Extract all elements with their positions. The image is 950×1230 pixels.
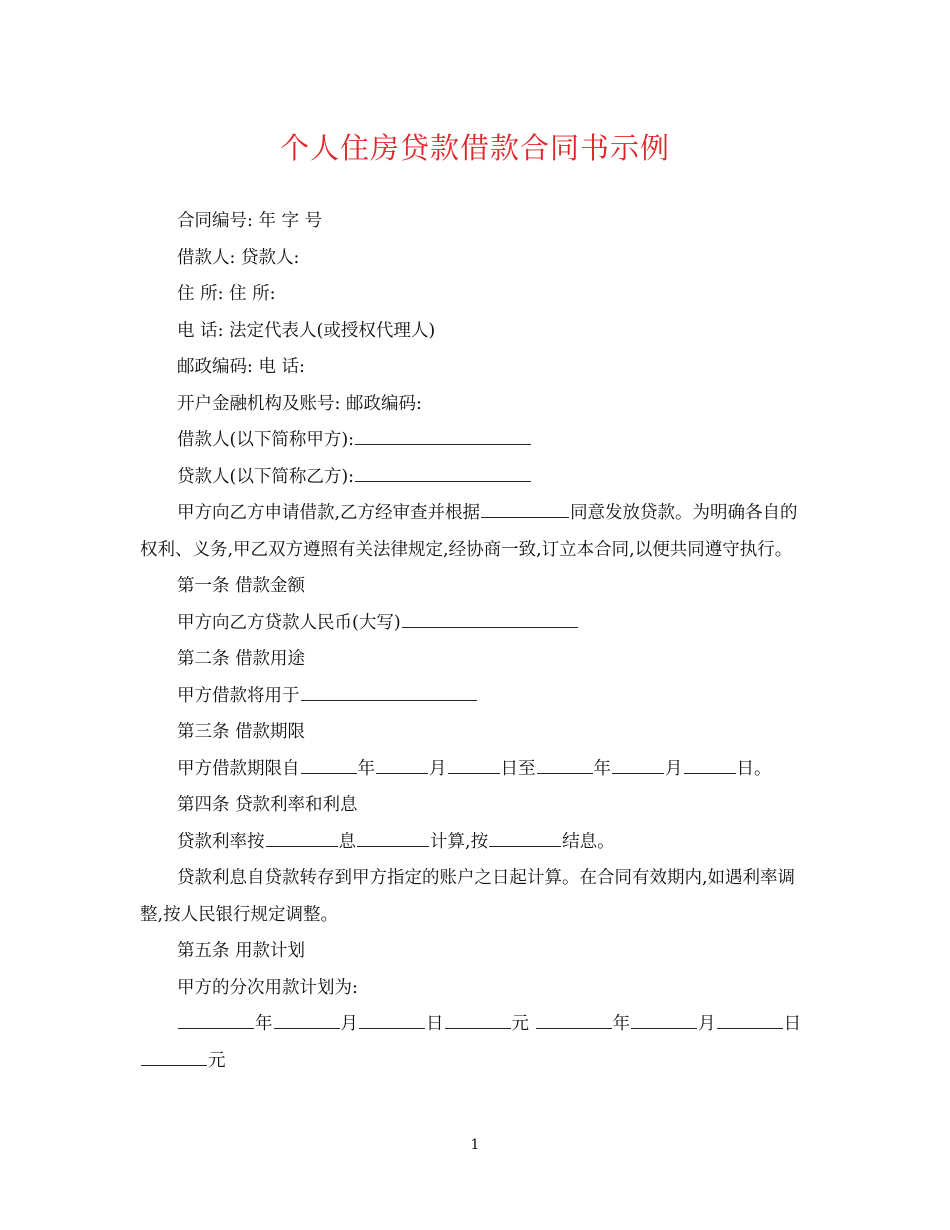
postal-code-phone-line: 邮政编码: 电 话: xyxy=(177,357,305,377)
plan1-day-blank xyxy=(359,1010,425,1029)
plan1-month-label: 月 xyxy=(340,1014,358,1034)
borrower-lender-line: 借款人: 贷款人: xyxy=(177,247,300,268)
article2-line xyxy=(140,678,812,715)
intro-text-1: 甲方向乙方申请借款,乙方经审查并根据 xyxy=(177,503,481,523)
plan1-yuan-label: 元 xyxy=(511,1014,529,1034)
disbursement-plan-line xyxy=(140,1006,812,1079)
plan1-year-blank xyxy=(178,1010,254,1029)
start-month-blank xyxy=(376,755,428,774)
plan2-yuan-label: 元 xyxy=(208,1050,226,1071)
plan2-day-label: 日 xyxy=(783,1014,802,1034)
intro-basis-blank xyxy=(481,499,569,518)
intro-text-2: 同意发放贷款。为明确各自的权利、义务,甲乙双方遵照有关法律规定,经协商一致,订立本合同,以便共同遵守执行。 xyxy=(140,503,798,560)
article5-heading: 第五条 用款计划 xyxy=(177,941,306,961)
contract-number-line: 合同编号: 年 字 号 xyxy=(177,211,323,231)
start-day-label: 日至 xyxy=(500,758,536,779)
end-month-label: 月 xyxy=(665,758,683,779)
start-month-label: 月 xyxy=(429,758,447,779)
plan1-year-label: 年 xyxy=(255,1014,273,1034)
plan2-day-blank xyxy=(717,1010,783,1029)
loan-amount-blank xyxy=(402,609,578,628)
page-number: 1 xyxy=(470,1137,480,1153)
rate-prefix: 贷款利率按 xyxy=(177,831,265,852)
article1-heading: 第一条 借款金额 xyxy=(177,576,306,596)
article5-text: 甲方的分次用款计划为: xyxy=(177,977,358,998)
start-year-label: 年 xyxy=(357,758,375,779)
article3-heading: 第三条 借款期限 xyxy=(177,722,306,742)
end-day-label: 日。 xyxy=(736,758,772,779)
end-year-blank xyxy=(537,755,593,774)
article2-text: 甲方借款将用于 xyxy=(177,685,300,706)
party-b-label: 贷款人(以下简称乙方): xyxy=(177,466,355,487)
plan2-month-blank xyxy=(631,1010,697,1029)
settlement-blank xyxy=(489,828,561,847)
term-prefix: 甲方借款期限自 xyxy=(177,758,300,779)
plan2-year-blank xyxy=(536,1010,612,1029)
plan2-year-label: 年 xyxy=(612,1014,631,1034)
party-a-blank xyxy=(355,426,531,445)
rate-mid1: 息 xyxy=(338,831,356,852)
party-a-line xyxy=(140,422,812,459)
end-year-label: 年 xyxy=(593,758,611,779)
end-month-blank xyxy=(612,755,664,774)
rate-value-blank xyxy=(357,828,429,847)
article4-heading: 第四条 贷款利率和利息 xyxy=(177,795,358,815)
document-title: 个人住房贷款借款合同书示例 xyxy=(279,131,670,165)
rate-end: 结息。 xyxy=(562,831,615,852)
intro-paragraph xyxy=(140,495,812,568)
rate-mid2: 计算,按 xyxy=(430,831,489,852)
start-year-blank xyxy=(301,755,357,774)
plan2-month-label: 月 xyxy=(698,1014,716,1034)
article1-line xyxy=(140,605,812,642)
address-line: 住 所: 住 所: xyxy=(177,284,276,304)
end-day-blank xyxy=(684,755,736,774)
plan1-day-label: 日 xyxy=(426,1014,444,1034)
article2-heading: 第二条 借款用途 xyxy=(177,649,306,669)
document-body xyxy=(140,203,812,1079)
article4-rate-line xyxy=(140,824,812,861)
rate-type-blank xyxy=(266,828,338,847)
interest-paragraph: 贷款利息自贷款转存到甲方指定的账户之日起计算。在合同有效期内,如遇利率调整,按人民银行规定调整。 xyxy=(140,868,796,925)
bank-account-line: 开户金融机构及账号: 邮政编码: xyxy=(177,393,422,414)
start-day-blank xyxy=(448,755,500,774)
plan1-amount-blank xyxy=(445,1010,511,1029)
party-a-label: 借款人(以下简称甲方): xyxy=(177,430,355,450)
plan2-amount-blank xyxy=(141,1047,207,1066)
phone-representative-line: 电 话: 法定代表人(或授权代理人) xyxy=(177,320,436,341)
party-b-blank xyxy=(355,463,531,482)
article3-line xyxy=(140,751,812,788)
party-b-line xyxy=(140,459,812,496)
loan-purpose-blank xyxy=(301,682,477,701)
plan1-month-blank xyxy=(274,1010,340,1029)
article1-text: 甲方向乙方贷款人民币(大写) xyxy=(177,612,401,633)
